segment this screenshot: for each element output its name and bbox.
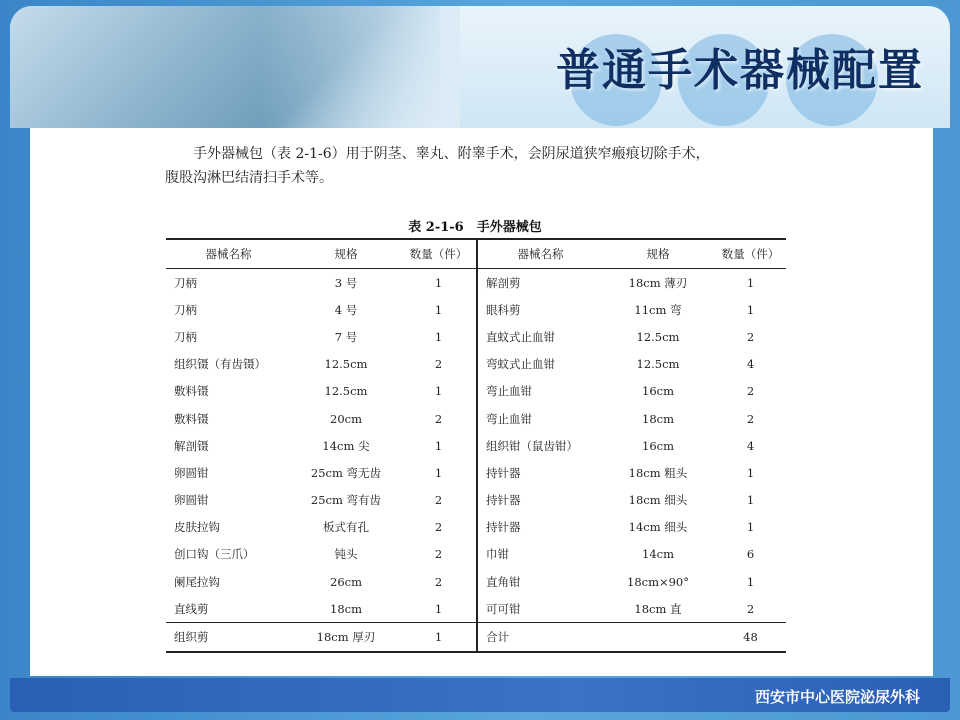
cell-name: 刀柄: [174, 302, 197, 317]
cell-qty: 1: [434, 275, 443, 290]
table-row: [166, 405, 786, 432]
cell-name: 眼科剪: [486, 302, 521, 317]
cell-name: 组织镊（有齿镊）: [174, 357, 266, 372]
slide-content: [30, 128, 933, 676]
cell-name: 创口钩（三爪）: [174, 547, 255, 562]
header-name: 器械名称: [205, 247, 252, 261]
cell-name: 组织剪: [174, 630, 209, 645]
row-right-half: [478, 405, 788, 432]
header-right: [478, 240, 788, 268]
row-left-half: [166, 351, 478, 378]
row-left-half: [166, 514, 478, 541]
row-left-half: [166, 296, 478, 323]
intro-paragraph: [165, 142, 805, 190]
cell-name: 持针器: [486, 465, 521, 480]
cell-qty: 2: [746, 601, 755, 616]
row-right-half: [478, 296, 788, 323]
cell-spec: 18cm×90°: [627, 574, 689, 589]
cell-qty: 1: [434, 302, 443, 317]
row-left-half: [166, 323, 478, 350]
cell-name: 刀柄: [174, 329, 197, 344]
cell-name: 敷料镊: [174, 384, 209, 399]
cell-name: 解剖剪: [486, 275, 521, 290]
cell-qty: 2: [434, 574, 443, 589]
row-right-half: [478, 432, 788, 459]
instrument-table: [166, 238, 786, 653]
row-left-half: [166, 541, 478, 568]
table-body: [166, 269, 786, 651]
cell-name: 解剖镊: [174, 438, 209, 453]
cell-qty: 2: [434, 411, 443, 426]
cell-name: 持针器: [486, 520, 521, 535]
table-row: [166, 568, 786, 595]
cell-spec: 18cm: [330, 601, 362, 616]
cell-qty: 6: [746, 547, 755, 562]
cell-qty: 1: [434, 329, 443, 344]
cell-qty: 1: [434, 601, 443, 616]
table-row: [166, 323, 786, 350]
row-left-half: [166, 432, 478, 459]
cell-spec: 11cm 弯: [634, 302, 682, 317]
table-caption: 表 2-1-6 手外器械包: [408, 220, 542, 235]
header-name: 器械名称: [517, 247, 564, 261]
slide-header: [10, 6, 950, 128]
row-left-half: [166, 568, 478, 595]
row-right-half: [478, 595, 788, 622]
cell-spec: 12.5cm: [636, 357, 680, 372]
table-row: [166, 459, 786, 486]
intro-line-2: 腹股沟淋巴结清扫手术等。: [165, 170, 333, 186]
cell-name: 卵圆钳: [174, 493, 209, 508]
header-qty: 数量（件）: [409, 247, 468, 261]
table-row: [166, 595, 786, 622]
table-row: [166, 378, 786, 405]
footer-text: 西安市中心医院泌尿外科: [754, 688, 920, 706]
cell-qty: 1: [434, 630, 443, 645]
table-header-row: [166, 240, 786, 269]
table-row: [166, 432, 786, 459]
cell-qty: 2: [746, 411, 755, 426]
row-left-half: [166, 623, 478, 650]
cell-spec: 25cm 弯有齿: [310, 493, 382, 508]
cell-qty: 2: [434, 520, 443, 535]
cell-name: 直线剪: [174, 601, 209, 616]
cell-spec: 16cm: [642, 438, 674, 453]
cell-qty: 48: [743, 630, 758, 645]
cell-spec: 板式有孔: [323, 520, 369, 535]
cell-spec: 3 号: [334, 275, 358, 290]
cell-spec: 7 号: [334, 329, 358, 344]
table-row: [166, 296, 786, 323]
cell-qty: 1: [746, 574, 755, 589]
cell-spec: 12.5cm: [636, 329, 680, 344]
cell-name: 可可钳: [486, 601, 521, 616]
header-left: [166, 240, 478, 268]
cell-qty: 4: [746, 438, 755, 453]
cell-spec: 18cm 薄刃: [628, 275, 688, 290]
cell-qty: 2: [434, 493, 443, 508]
cell-name: 弯止血钳: [486, 411, 532, 426]
row-right-half: [478, 459, 788, 486]
cell-spec: 18cm 粗头: [628, 465, 688, 480]
header-spec: 规格: [646, 247, 670, 261]
cell-name: 阑尾拉钩: [174, 574, 220, 589]
cell-spec: 14cm 尖: [322, 438, 370, 453]
cell-name: 刀柄: [174, 275, 197, 290]
slide-title: 普通手术器械配置: [556, 45, 924, 96]
intro-line-1: 手外器械包（表 2-1-6）用于阴茎、睾丸、附睾手术，会阴尿道狭窄瘢痕切除手术，: [193, 146, 710, 162]
row-left-half: [166, 269, 478, 296]
cell-name: 敷料镊: [174, 411, 209, 426]
cell-spec: 26cm: [330, 574, 362, 589]
cell-spec: 20cm: [330, 411, 362, 426]
cell-name: 合计: [486, 630, 509, 645]
row-right-half: [478, 351, 788, 378]
cell-qty: 1: [746, 465, 755, 480]
cell-name: 巾钳: [486, 547, 509, 562]
cell-spec: 18cm: [642, 411, 674, 426]
cell-spec: 18cm 厚刃: [316, 630, 376, 645]
cell-spec: 18cm 细头: [628, 493, 688, 508]
row-left-half: [166, 487, 478, 514]
slide-footer: [10, 678, 950, 712]
cell-qty: 2: [434, 547, 443, 562]
cell-name: 弯蚊式止血钳: [486, 357, 555, 372]
header-spec: 规格: [334, 247, 358, 261]
table-row: [166, 622, 786, 650]
table-row: [166, 514, 786, 541]
row-left-half: [166, 405, 478, 432]
cell-name: 持针器: [486, 493, 521, 508]
cell-qty: 2: [434, 357, 443, 372]
cell-spec: 4 号: [334, 302, 358, 317]
cell-qty: 1: [746, 302, 755, 317]
cell-name: 直角钳: [486, 574, 521, 589]
row-right-half: [478, 323, 788, 350]
row-right-half: [478, 568, 788, 595]
cell-spec: 14cm: [642, 547, 674, 562]
cell-qty: 4: [746, 357, 755, 372]
cell-spec: 钝头: [334, 547, 358, 562]
cell-qty: 2: [746, 329, 755, 344]
cell-spec: 14cm 细头: [628, 520, 688, 535]
table-row: [166, 487, 786, 514]
row-right-half: [478, 487, 788, 514]
cell-qty: 1: [434, 438, 443, 453]
cell-name: 组织钳（鼠齿钳）: [486, 438, 578, 453]
cell-spec: 16cm: [642, 384, 674, 399]
cell-qty: 2: [746, 384, 755, 399]
row-left-half: [166, 595, 478, 622]
cell-qty: 1: [434, 465, 443, 480]
row-right-half: [478, 514, 788, 541]
cell-spec: 25cm 弯无齿: [310, 465, 382, 480]
cell-spec: 12.5cm: [324, 357, 368, 372]
cell-name: 卵圆钳: [174, 465, 209, 480]
table-row: [166, 269, 786, 296]
row-right-half: [478, 378, 788, 405]
row-right-half: [478, 541, 788, 568]
cell-spec: 18cm 直: [634, 601, 682, 616]
row-left-half: [166, 459, 478, 486]
row-left-half: [166, 378, 478, 405]
cell-spec: 12.5cm: [324, 384, 368, 399]
cell-name: 皮肤拉钩: [174, 520, 220, 535]
cell-qty: 1: [434, 384, 443, 399]
row-right-half: [478, 623, 788, 650]
row-right-half: [478, 269, 788, 296]
table-row: [166, 541, 786, 568]
cell-qty: 1: [746, 493, 755, 508]
photo-fade: [260, 6, 460, 128]
cell-name: 直蚊式止血钳: [486, 329, 555, 344]
cell-qty: 1: [746, 275, 755, 290]
cell-name: 弯止血钳: [486, 384, 532, 399]
table-row: [166, 351, 786, 378]
cell-qty: 1: [746, 520, 755, 535]
header-qty: 数量（件）: [721, 247, 780, 261]
